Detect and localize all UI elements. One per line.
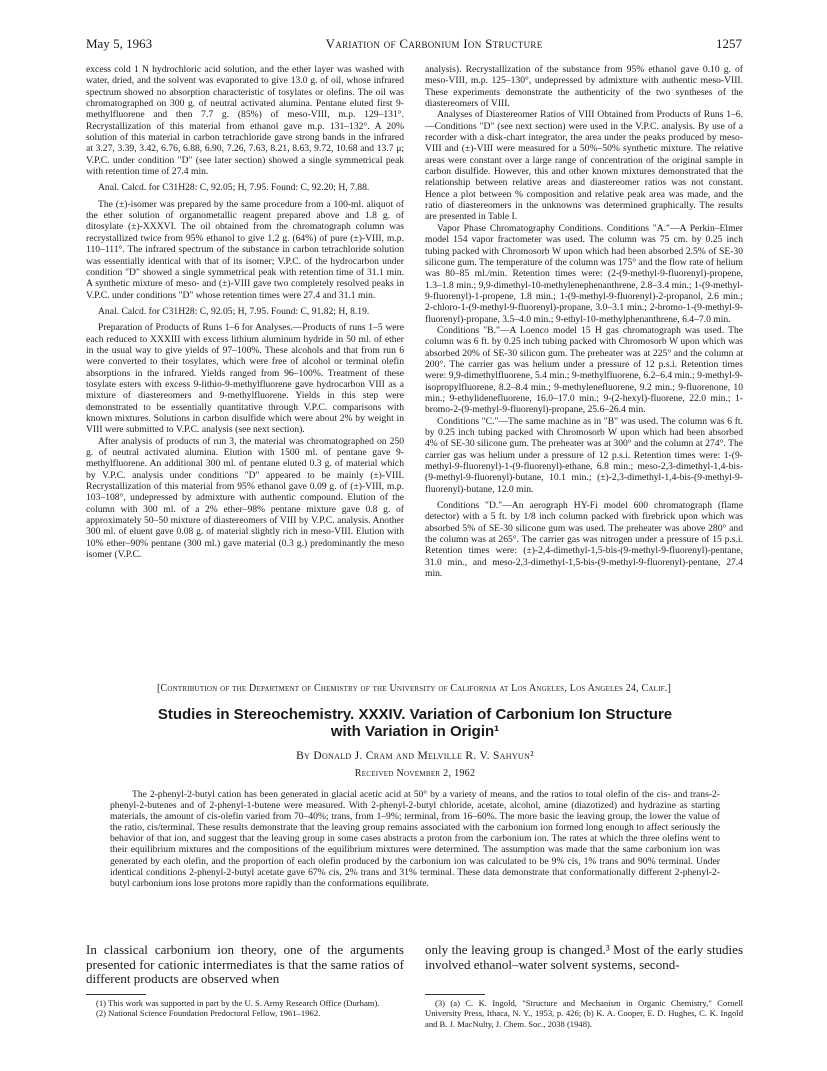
running-title: Variation of Carbonium Ion Structure (325, 36, 543, 51)
article-title (150, 706, 680, 740)
body-text-left: In classical carbonium ion theory, one of the arguments presented for cationic intermediates is that the same ratios of different products are observed when (86, 942, 404, 986)
footnote: (2) National Science Foundation Predoctoral Fellow, 1961–1962. (96, 1008, 321, 1019)
analysis-line: Anal. Calcd. for C31H28: C, 92.05; H, 7.95. Found: C, 91.82; H, 8.19. (98, 305, 370, 317)
contribution-line: [Contribution of the Department of Chemistry of the University of California at Los Angeles, Los Angeles 24, Calif.] (156, 683, 672, 694)
received-date: Received November 2, 1962 (354, 768, 476, 779)
issue-date: May 5, 1963 (86, 36, 153, 51)
paragraph: Preparation of Products of Runs 1–6 for Analyses.—Products of runs 1–5 were each reduced to XXXIII with excess lithium aluminum hydride in 50 ml. of ether in the usual way to give yields of 97–100%. These alcohols and that from run 6 were converted to their tosylates, which were free of alcohol or terminal olefin absorptions in the infrared. Yields ranged from 96–100%. Treatment of these tosylate esters with excess 9-lithio-9-methylfluorene gave hydrocarbon VIII as a mixture of diastereomers and 9-methylfluorene. Yields in this step were demonstrated to be essentially quantitative through V.P.C. comparisons with known mixtures. Solutions in carbon disulfide which were about 2% by weight in VIII were submitted to V.P.C. analysis (see next section). (86, 322, 404, 436)
author-byline: By Donald J. Cram and Melville R. V. Sahyun² (296, 750, 534, 762)
footnote: (3) (a) C. K. Ingold, "Structure and Mechanism in Organic Chemistry," Cornell University Press, Ithaca, N. Y., 1953, p. 426; (b) K. A. Cooper, E. D. Hughes, C. K. Ingold and B. J. MacNulty, J. Chem. Soc., 2038 (1948). (425, 998, 743, 1029)
paragraph: Analyses of Diastereomer Ratios of VIII Obtained from Products of Runs 1–6.—Conditions "D" (see next section) were used in the V.P.C. analysis. By use of a recorder with a disk-chart integrator, the area under the peaks produced by meso-VIII and (±)-VIII were measured for a 50%–50% synthetic mixture. The relative areas were constant over a large range of concentration of the original sample in carbon disulfide. However, this and other known mixtures demonstrated that the relationship between relative areas and diastereomer ratios was not constant. Hence a plot between % composition and relative peak area was made, and the ratio of diastereomers in the unknowns was determined graphically. The results are presented in Table I. (425, 109, 743, 223)
paragraph: After analysis of products of run 3, the material was chromatographed on 250 g. of neutral activated alumina. Elution with 1500 ml. of pentane gave 9-methylfluorene. An additional 300 ml. of pentane eluted 0.3 g. of material which by V.P.C. analysis under conditions "D" appeared to be mainly (±)-VIII. Recrystallization of this material from 95% ethanol gave 0.09 g. of (±)-VIII, m.p. 103–108°, undepressed by admixture with authentic compound. Elution of the column with 300 ml. of a 2% ether–98% pentane mixture gave 0.8 g. of approximately 50–50 mixture of diastereomers of VIII by V.P.C. analysis. Another 300 ml. of eluent gave 0.08 g. of material slightly rich in meso-VIII. Elution with 10% ether–90% pentane (300 ml.) gave material (0.3 g.) predominantly the meso isomer (V.P.C. (86, 435, 404, 561)
paragraph: Vapor Phase Chromatography Conditions. Conditions "A."—A Perkin–Elmer model 154 vapor fractometer was used. The column was 75 cm. by 0.25 inch tubing packed with Chromosorb W upon which had been absorbed 2.5% of SE-30 silicone gum. The temperature of the column was 175° and the flow rate of helium was 80–85 ml./min. Retention times were: (2-(9-methyl-9-fluorenyl)-propene, 1.3–1.8 min.; 9,9-dimethyl-10-methylenephenanthrene, 2.8–3.4 min.; 1-(9-methyl-9-fluorenyl)-1-propene, 1.8 min.; 1-(9-methyl-9-fluorenyl)-2-propanol, 2.6 min.; 2-chloro-1-(9-methyl-9-fluorenyl)-propane, 3.0–3.1 min.; 2-bromo-1-(9-methyl-9-fluorenyl)-propane, 3.5–4.0 min.; 9-ethyl-10-methylphenanthrene, 6.4–7.0 min. (425, 222, 743, 325)
experimental-right-column (425, 64, 743, 664)
article-title-line: with Variation in Origin¹ (330, 723, 500, 740)
paragraph: analysis). Recrystallization of the substance from 95% ethanol gave 0.10 g. of meso-VIII, m.p. 125–130°, undepressed by admixture with authentic meso-VIII. These experiments demonstrate the authenticity of the two syntheses of the diastereomers of VIII. (425, 64, 743, 110)
paragraph: excess cold 1 N hydrochloric acid solution, and the ether layer was washed with water, dried, and the solvent was evaporated to give 13.0 g. of oil, whose infrared spectrum showed no absorption characteristic of tosylates or olefins. The oil was chromatographed on 300 g. of neutral activated alumina. Pentane eluted first 9-methylfluorene and then 7.7 g. (85%) of meso-VIII, m.p. 129–131°. Recrystallization of this material from ethanol gave m.p. 131–132°. A 20% solution of this material in carbon tetrachloride gave strong bands in the infrared at 3.27, 3.39, 3.42, 6.76, 6.88, 6.90, 7.26, 7.63, 8.21, 8.63, 9.72, 10.68 and 13.7 μ; V.P.C. under condition "D" (see later section) showed a single symmetrical peak with retention time of 27.4 min. (86, 64, 404, 178)
analysis-line: Anal. Calcd. for C31H28: C, 92.05; H, 7.95. Found: C, 92.20; H, 7.88. (98, 182, 370, 194)
page-number: 1257 (715, 36, 742, 51)
footnote: (1) This work was supported in part by the U. S. Army Research Office (Durham). (96, 998, 380, 1008)
body-text-right: only the leaving group is changed.³ Most of the early studies involved ethanol–water solvent systems, second- (425, 942, 743, 972)
footnotes-right (425, 998, 743, 1029)
footnote-rule (425, 994, 485, 995)
experimental-left-column (86, 64, 404, 664)
running-head (86, 36, 742, 52)
paragraph: The (±)-isomer was prepared by the same procedure from a 100-ml. aliquot of the ether solution of organometallic reagent prepared above and 1.8 g. of ditosylate (±)-XXXVI. The oil obtained from the chromatograph column was recrystallized twice from 95% ethanol to give 1.2 g. (64%) of pure (±)-VIII, m.p. 110–111°. The infrared spectrum of the substance in carbon tetrachloride solution was essentially identical with that of its isomer; V.P.C. of the hydrocarbon under condition "D" showed a single symmetrical peak with retention time of 31.1 min. A synthetic mixture of meso- and (±)-VIII gave two completely resolved peaks in V.P.C. under conditions "D" whose retention times were 27.4 and 31.1 min. (86, 198, 404, 301)
paragraph: Conditions "C."—The same machine as in "B" was used. The column was 6 ft. by 0.25 inch tubing packed with Chromosorb W upon which had been absorbed 4% of SE-30 silicone gum. The preheater was at 300° and the column at 274°. The carrier gas was helium under a pressure of 12 p.s.i. Retention times were: 1-(9-methyl-9-fluorenyl)-1-(9-fluorenyl)-ethane, 6.8 min.; meso-2,3-dimethyl-1,4-bis-(9-methyl-9-fluorenyl)-butane, 10.1 min.; (±)-2,3-dimethyl-1,4-bis-(9-methyl-9-fluorenyl)-butane, 12.0 min. (425, 415, 743, 495)
paragraph: Conditions "B."—A Loenco model 15 H gas chromatograph was used. The column was 6 ft. by 0.25 inch tubing packed with Chromosorb W upon which was absorbed 20% of SE-30 silicon gum. The preheater was at 225° and the column at 200°. The carrier gas was helium under a pressure of 12 p.s.i. Retention times were: 9,9-dimethylfluorene, 5.4 min.; 9-methylfluorene, 6.2–6.4 min.; 9-methyl-9-isopropylfluorene, 8.2–8.4 min.; 9-methylenefluorene, 9.2 min.; 9-fluorenone, 10 min.; 9-ethylidenefluorene, 16.0–17.0 min.; 9-(2-hexyl)-fluorene, 22.0 min.; 1-bromo-2-(9-methyl-9-fluorenyl)-propane, 25.6–26.4 min. (425, 324, 743, 416)
footnotes-left (86, 998, 404, 1019)
footnote-rule (86, 994, 146, 995)
paragraph: Conditions "D."—An aerograph HY-Fi model 600 chromatograph (flame detector) with a 5 ft. by 1/8 inch column packed with firebrick upon which was absorbed 5% of SE-30 silicone gum was used. The preheater was above 280° and the column was at 265°. The carrier gas was nitrogen under a pressure of 15 p.s.i. Retention times were: (±)-2,4-dimethyl-1,5-bis-(9-methyl-9-fluorenyl)-pentane, 31.0 min., and meso-2,3-dimethyl-1,5-bis-(9-methyl-9-fluorenyl)-pentane, 27.4 min. (425, 500, 743, 580)
abstract: The 2-phenyl-2-butyl cation has been generated in glacial acetic acid at 50° by a variety of means, and the ratios to total olefin of the cis- and trans-2-phenyl-2-butenes and of 2-phenyl-1-butene were measured. With 2-phenyl-2-butyl chloride, acetate, alcohol, amine (diazotized) and hydrazine as starting materials, the amount of cis-olefin varied from 70–40%; trans, from 1–9%; terminal, from 16–60%. The more basic the leaving group, the lower the value of the ratio, cis/terminal. These results demonstrate that the leaving group remains associated with the carbonium ion formed long enough to affect seriously the behavior of that ion, and suggest that the leaving group in some cases abstracts a proton from the carbonium ion. The rates at which the three olefins went to their equilibrium mixtures and the compositions of the equilibrium mixtures were determined. The assumption was made that the same carbonium ion was generated by each olefin, and the proportion of each olefin produced by the carbonium ion was calculated to be 9% cis, 1% trans and 90% terminal. Under identical conditions 2-phenyl-2-butyl acetate gave 67% cis, 2% trans and 31% terminal. These data demonstrate that conformationally different 2-phenyl-2-butyl carbonium ions lose protons more rapidly than the conformations equilibrate. (110, 789, 720, 889)
article-title-line: Studies in Stereochemistry. XXXIV. Variation of Carbonium Ion Structure (157, 706, 673, 723)
